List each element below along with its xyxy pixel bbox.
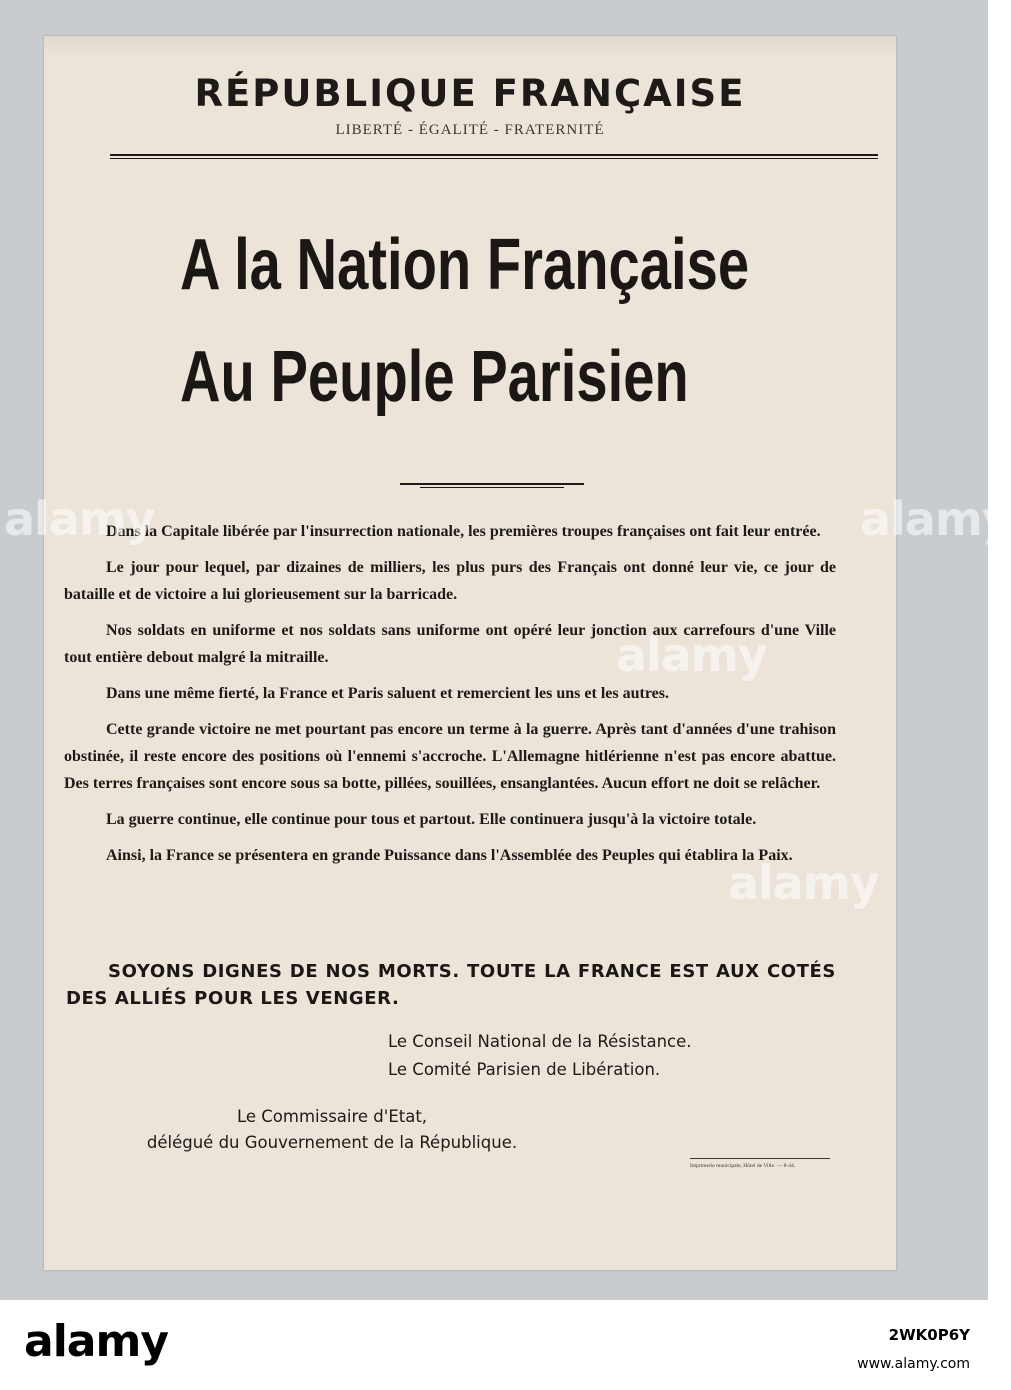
headline-line-1: A la Nation Française [180,225,750,305]
watermark-logo: alamy [728,856,879,910]
image-id: 2WK0P6Y [888,1326,970,1344]
signature-line: Le Comité Parisien de Libération. [388,1060,661,1079]
watermark-logo: alamy [860,492,1011,546]
paragraph: Le jour pour lequel, par dizaines de milliers, les plus purs des Français ont donné leur vie, ce jour de bataille et de victoire a lui glorieusement sur la barricade. [64,559,836,603]
signature-block-left [72,1104,592,1156]
signature-block-right [388,1028,828,1084]
site-url[interactable]: www.alamy.com [857,1356,970,1372]
paragraph: Dans la Capitale libérée par l'insurrection nationale, les premières troupes françaises ont fait leur entrée. [106,523,821,540]
torn-edge [44,36,896,58]
paragraph: Cette grande victoire ne met pourtant pas encore un terme à la guerre. Après tant d'années d'une trahison obstinée, il reste encore des positions où l'ennemi s'accroche. L'Allemagne hitlérienne n'est pas encore abattue. Des terres françaises sont encore sous sa botte, pillées, souillées, ensanglantées. Aucun effort ne doit se relâcher. [64,721,836,792]
header-motto: LIBERTÉ - ÉGALITÉ - FRATERNITÉ [335,122,605,138]
header-title: RÉPUBLIQUE FRANÇAISE [194,72,746,115]
headline-line-2: Au Peuple Parisien [180,337,689,417]
paragraph: Ainsi, la France se présentera en grande Puissance dans l'Assemblée des Peuples qui établira la Paix. [106,847,793,864]
paragraph: La guerre continue, elle continue pour tous et partout. Elle continuera jusqu'à la victoire totale. [106,811,757,828]
signature-line: Le Commissaire d'Etat, [236,1107,428,1126]
paragraph: Nos soldats en uniforme et nos soldats sans uniforme ont opéré leur jonction aux carrefours d'une Ville tout entière debout malgré la mitraille. [64,622,836,666]
header-rule [110,154,878,156]
signature-line: Le Conseil National de la Résistance. [388,1032,692,1051]
closing-slogan: SOYONS DIGNES DE NOS MORTS. TOUTE LA FRANCE EST AUX COTÉS DES ALLIÉS POUR LES VENGER. [66,961,836,1009]
alamy-logo[interactable]: alamy [24,1316,168,1367]
printer-imprint: Imprimerie municipale, Hôtel de Ville. — 8-44. [690,1158,830,1169]
proclamation-body [64,518,836,878]
watermark-logo: alamy [616,628,767,682]
paragraph: Dans une même fierté, la France et Paris saluent et remercient les uns et les autres. [106,685,669,702]
divider-rule [400,483,584,485]
divider-rule-thin [420,487,564,488]
signature-line: délégué du Gouvernement de la République. [146,1133,518,1152]
header-rule-thin [110,158,878,159]
watermark-logo: alamy [4,492,155,546]
